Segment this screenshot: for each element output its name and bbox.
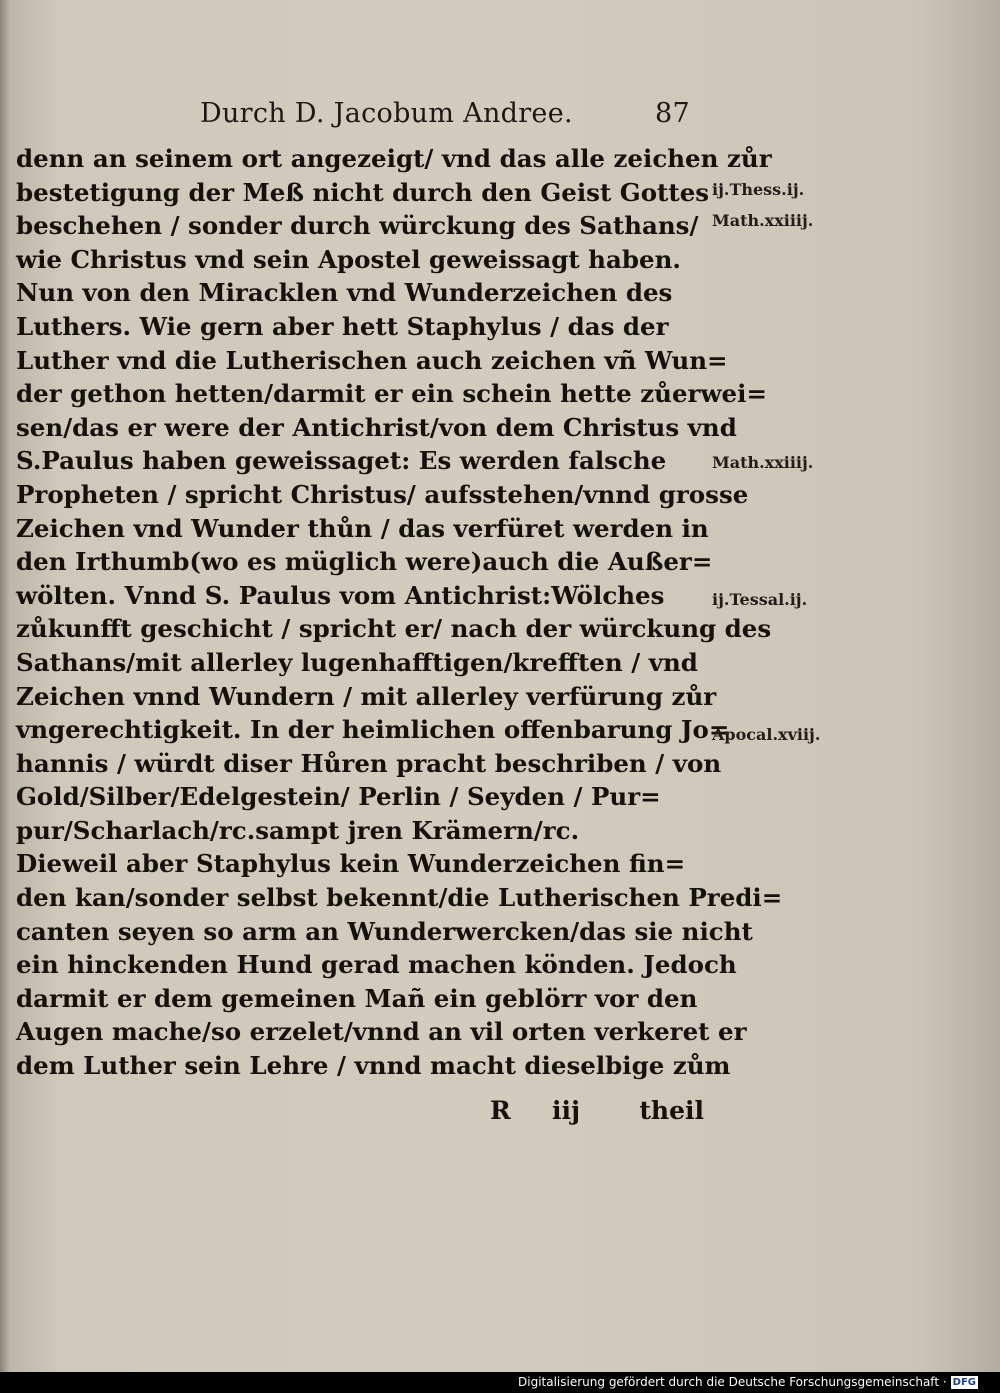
text-line: pur/Scharlach/rc.sampt jren Krämern/rc. [16,815,580,845]
text-line: Luther vnd die Lutherischen auch zeichen vñ Wun= [16,345,728,375]
margin-note: Math.xxiiij. [712,453,814,472]
text-line: ein hinckenden Hund gerad machen könden. Jedoch [16,950,737,980]
text-line: Nun von den Miracklen vnd Wunderzeichen des [16,278,673,308]
text-line: dem Luther sein Lehre / vnnd macht dieselbige zům [16,1051,731,1081]
digitization-credit [518,1375,978,1389]
text-line: Sathans/mit allerley lugenhafftigen/krefften / vnd [16,647,698,677]
text-line: Dieweil aber Staphylus kein Wunderzeichen fin= [16,849,686,879]
text-line: Luthers. Wie gern aber hett Staphylus / das der [16,311,669,341]
margin-note: Math.xxiiij. [712,211,814,230]
text-line: denn an seinem ort angezeigt/ vnd das alle zeichen zůr [16,144,772,173]
text-line: Zeichen vnd Wunder thůn / das verfüret werden in [16,513,709,543]
text-line: sen/das er were der Antichrist/von dem Christus vnd [16,412,737,442]
text-line: bestetigung der Meß nicht durch den Geist Gottes [16,177,710,207]
page-number: 87 [655,98,690,129]
text-line: Zeichen vnnd Wundern / mit allerley verfürung zůr [16,681,717,711]
text-line: Augen mache/so erzelet/vnnd an vil orten verkeret er [16,1017,747,1047]
signature-number: iij [552,1096,581,1125]
text-line: Propheten / spricht Christus/ aufsstehen/vnnd grosse [16,479,749,509]
text-line: vngerechtigkeit. In der heimlichen offenbarung Jo= [16,715,730,745]
margin-note: Apocal.xviij. [712,725,821,744]
text-line: S.Paulus haben geweissaget: Es werden falsche [16,446,667,476]
catchword: theil [639,1096,704,1125]
text-line: Gold/Silber/Edelgestein/ Perlin / Seyden / Pur= [16,782,661,812]
text-line: darmit er dem gemeinen Mañ ein geblörr vor den [16,983,698,1013]
text-line: den kan/sonder selbst bekennt/die Lutherischen Predi= [16,883,783,913]
text-line: canten seyen so arm an Wunderwercken/das sie nicht [16,916,753,946]
margin-note: ij.Thess.ij. [712,180,805,199]
text-line: hannis / würdt diser Hůren pracht beschriben / von [16,748,722,778]
catchline [490,1096,710,1130]
page-edge-shadow [0,0,10,1372]
signature-mark: R [490,1096,511,1125]
text-line: wölten. Vnnd S. Paulus vom Antichrist:Wölches [16,580,665,610]
text-line: zůkunfft geschicht / spricht er/ nach der würckung des [16,614,772,644]
text-line: den Irthumb(wo es müglich were)auch die Außer= [16,547,713,577]
text-line: beschehen / sonder durch würckung des Sathans/ [16,211,699,241]
running-title: Durch D. Jacobum Andree. [200,98,573,129]
running-header [200,98,700,134]
dfg-logo: DFG [952,1376,976,1388]
text-line: der gethon hetten/darmit er ein schein hette zůerwei= [16,379,767,409]
margin-note: ij.Tessal.ij. [712,590,808,609]
credit-text: Digitalisierung gefördert durch die Deutsche Forschungsgemeinschaft · [518,1375,947,1389]
text-line: wie Christus vnd sein Apostel geweissagt haben. [16,244,681,274]
